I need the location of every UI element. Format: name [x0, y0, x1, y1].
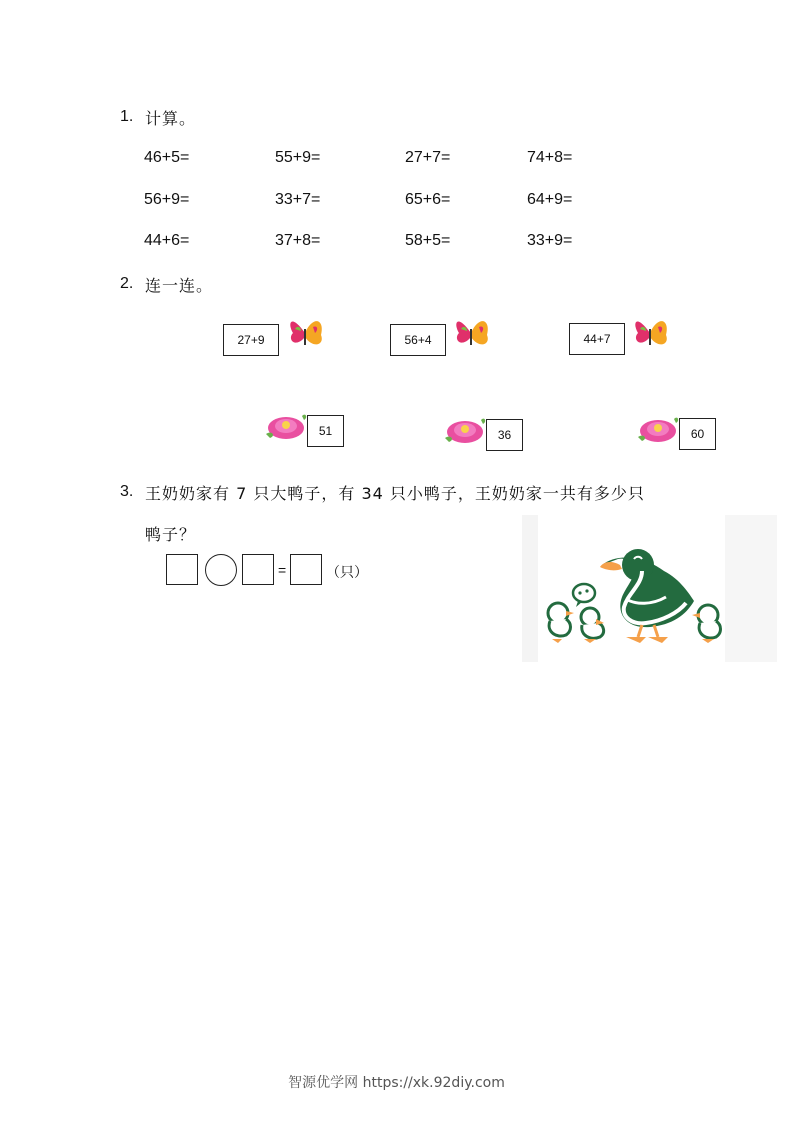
operand-box[interactable] — [166, 554, 198, 585]
equals-sign: = — [278, 562, 287, 578]
calc-item: 55+9= — [275, 149, 321, 166]
q1-number: 1. — [120, 108, 134, 125]
match-answer-box[interactable]: 36 — [486, 419, 523, 451]
butterfly-icon — [449, 309, 493, 355]
q3-number: 3. — [120, 483, 134, 500]
calc-item: 65+6= — [405, 191, 451, 208]
calc-item: 64+9= — [527, 191, 573, 208]
match-answer-box[interactable]: 51 — [307, 415, 344, 447]
flower-icon — [262, 410, 308, 442]
calc-item: 27+7= — [405, 149, 451, 166]
operand-box[interactable] — [242, 554, 274, 585]
flower-icon — [441, 414, 487, 446]
calc-item: 37+8= — [275, 232, 321, 249]
unit-label: （只） — [326, 565, 368, 581]
q2-number: 2. — [120, 275, 134, 292]
match-expression-box[interactable]: 44+7 — [569, 323, 625, 355]
operator-circle[interactable] — [205, 554, 237, 586]
q3-text-line1: 王奶奶家有 7 只大鸭子，有 34 只小鸭子，王奶奶家一共有多少只 — [145, 484, 645, 503]
flower-icon — [634, 413, 680, 445]
calc-item: 33+7= — [275, 191, 321, 208]
q3-text-line2: 鸭子？ — [145, 525, 197, 544]
footer-watermark: 智源优学网 https://xk.92diy.com — [288, 1075, 505, 1091]
calc-item: 74+8= — [527, 149, 573, 166]
match-expression-box[interactable]: 27+9 — [223, 324, 279, 356]
match-answer-box[interactable]: 60 — [679, 418, 716, 450]
q2-title: 连一连。 — [145, 276, 214, 295]
result-box[interactable] — [290, 554, 322, 585]
duck-family-illustration — [522, 515, 777, 662]
butterfly-icon — [283, 309, 327, 355]
calc-item: 56+9= — [144, 191, 190, 208]
butterfly-icon — [628, 309, 672, 355]
q1-title: 计算。 — [145, 109, 197, 128]
calc-item: 44+6= — [144, 232, 190, 249]
calc-item: 33+9= — [527, 232, 573, 249]
calc-item: 46+5= — [144, 149, 190, 166]
match-expression-box[interactable]: 56+4 — [390, 324, 446, 356]
calc-item: 58+5= — [405, 232, 451, 249]
